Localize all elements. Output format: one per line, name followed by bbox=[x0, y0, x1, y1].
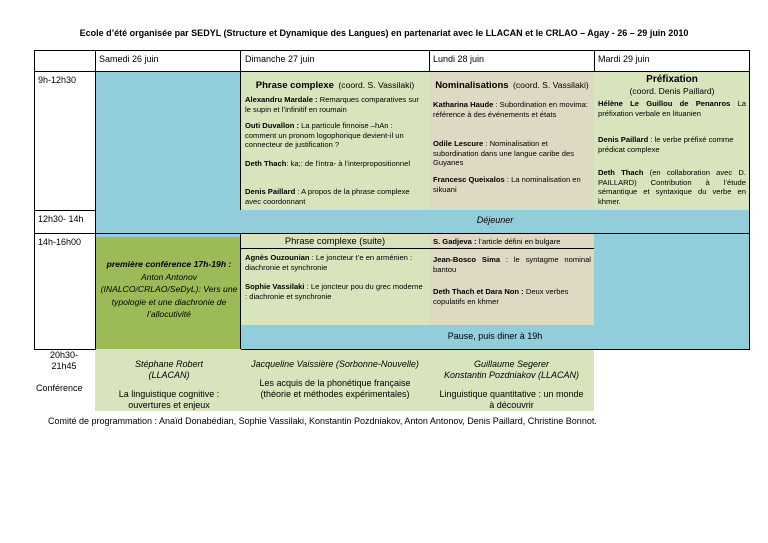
talk-duvallon: Outi Duvallon : La particule finnoise –hAn : comment un pronom logophorique devient-il un connecteur de justification ? bbox=[245, 121, 404, 150]
time-afternoon: 14h-16h00 bbox=[38, 237, 82, 247]
grid-line bbox=[34, 71, 750, 72]
grid-line bbox=[34, 50, 750, 51]
session-heading-tuesday: Préfixation bbox=[646, 74, 698, 85]
saturday-morning-cell bbox=[95, 72, 241, 238]
tuesday-afternoon-cell bbox=[594, 233, 749, 325]
grid-line bbox=[240, 50, 241, 210]
talk-vassilaki: Sophie Vassilaki : Le joncteur pou du grec moderne : diachronie et synchronie bbox=[245, 282, 423, 301]
time-evening: 20h30- 21h45 bbox=[49, 350, 79, 371]
evening-speaker-vaissiere: Jacqueline Vaissière (Sorbonne-Nouvelle) bbox=[251, 359, 419, 369]
talk-le-guillou: Hélène Le Guillou de Penanros La préfixation verbale en lituanien bbox=[598, 99, 746, 118]
grid-line bbox=[95, 50, 96, 349]
first-conference: première conférence 17h-19h : Anton Antonov (INALCO/CRLAO/SeDyL): Vers une typologie et une diachronie de l’allocutivité bbox=[100, 259, 238, 319]
talk-queixalos: Francesc Queixalos : La nominalisation en sikuani bbox=[433, 175, 581, 194]
monday-afternoon-cell bbox=[429, 233, 594, 325]
grid-line bbox=[34, 233, 750, 234]
grid-line bbox=[429, 248, 594, 249]
evening-title-robert: La linguistique cognitive : ouvertures et enjeux bbox=[118, 389, 220, 410]
grid-line bbox=[749, 50, 750, 349]
grid-line bbox=[241, 349, 750, 350]
talk-lescure: Odile Lescure : Nominalisation et subordination dans une langue caribe des Guyanes bbox=[433, 139, 575, 168]
time-conference: Conférence bbox=[36, 383, 83, 393]
grid-line bbox=[594, 50, 595, 72]
session-heading-monday: Nominalisations (coord. S. Vassilaki) bbox=[435, 80, 589, 91]
day-header-saturday: Samedi 26 juin bbox=[99, 54, 159, 64]
session-heading-sunday: Phrase complexe (coord. S. Vassilaki) bbox=[255, 80, 415, 91]
evening-speaker-segerer-pozdniakov: Guillaume Segerer Konstantin Pozdniakov (LLACAN) bbox=[443, 359, 580, 380]
day-header-monday: Lundi 28 juin bbox=[433, 54, 485, 64]
evening-speaker-robert: Stéphane Robert (LLACAN) bbox=[134, 359, 204, 380]
talk-thach-non: Deth Thach et Dara Non : Deux verbes copulatifs en khmer bbox=[433, 287, 569, 306]
page-title: Ecole d’été organisée par SEDYL (Structure et Dynamique des Langues) en partenariat avec le LLACAN et le CRLAO – Agay - 26 – 29 juin 2010 bbox=[79, 28, 689, 38]
evening-title-segerer-pozdniakov: Linguistique quantitative : un monde à découvrir bbox=[439, 389, 584, 410]
programme-committee: Comité de programmation : Anaïd Donabédian, Sophie Vassilaki, Konstantin Pozdniakov, Anton Antonov, Denis Paillard, Christine Bonnot. bbox=[48, 416, 597, 426]
talk-mardale: Alexandru Mardale : Remarques comparatives sur le supin et l’infinitif en roumain bbox=[245, 95, 419, 114]
evening-title-vaissiere: Les acquis de la phonétique française (théorie et méthodes expérimentales) bbox=[259, 378, 411, 399]
grid-line bbox=[429, 50, 430, 72]
talk-ouzounian: Agnès Ouzounian : Le joncteur t’e en arménien : diachronie et synchronie bbox=[245, 253, 413, 272]
talk-sima: Jean-Bosco Sima : le syntagme nominal bantou bbox=[433, 255, 591, 274]
session-coord-tuesday: (coord. Denis Paillard) bbox=[629, 86, 715, 96]
lunch-label: Déjeuner bbox=[476, 215, 514, 225]
talk-paillard-sunday: Denis Paillard : A propos de la phrase complexe avec coordonnant bbox=[245, 187, 410, 206]
talk-gadjeva: S. Gadjeva : l’article défini en bulgare bbox=[433, 237, 561, 246]
time-lunch: 12h30- 14h bbox=[38, 214, 84, 224]
grid-line bbox=[241, 248, 429, 249]
grid-line bbox=[34, 210, 96, 211]
time-morning: 9h-12h30 bbox=[38, 75, 77, 85]
talk-thach-tuesday: Deth Thach (en collaboration avec D. PAILLARD) Contribution à l’étude sémantique et syntaxique du verbe en khmer. bbox=[598, 168, 746, 206]
day-header-sunday: Dimanche 27 juin bbox=[245, 54, 315, 64]
talk-thach-sunday: Deth Thach: ka;: de l’intra- à l’interpropositionnel bbox=[245, 159, 411, 168]
grid-line bbox=[34, 50, 35, 349]
talk-haude: Katharina Haude : Subordination en movima: référence à des événements et états bbox=[433, 100, 588, 119]
pause-label: Pause, puis diner à 19h bbox=[447, 331, 543, 341]
talk-paillard-tuesday: Denis Paillard : le verbe préfixé comme prédicat complexe bbox=[598, 135, 734, 154]
session-heading-sunday-afternoon: Phrase complexe (suite) bbox=[284, 236, 386, 246]
day-header-tuesday: Mardi 29 juin bbox=[598, 54, 650, 64]
